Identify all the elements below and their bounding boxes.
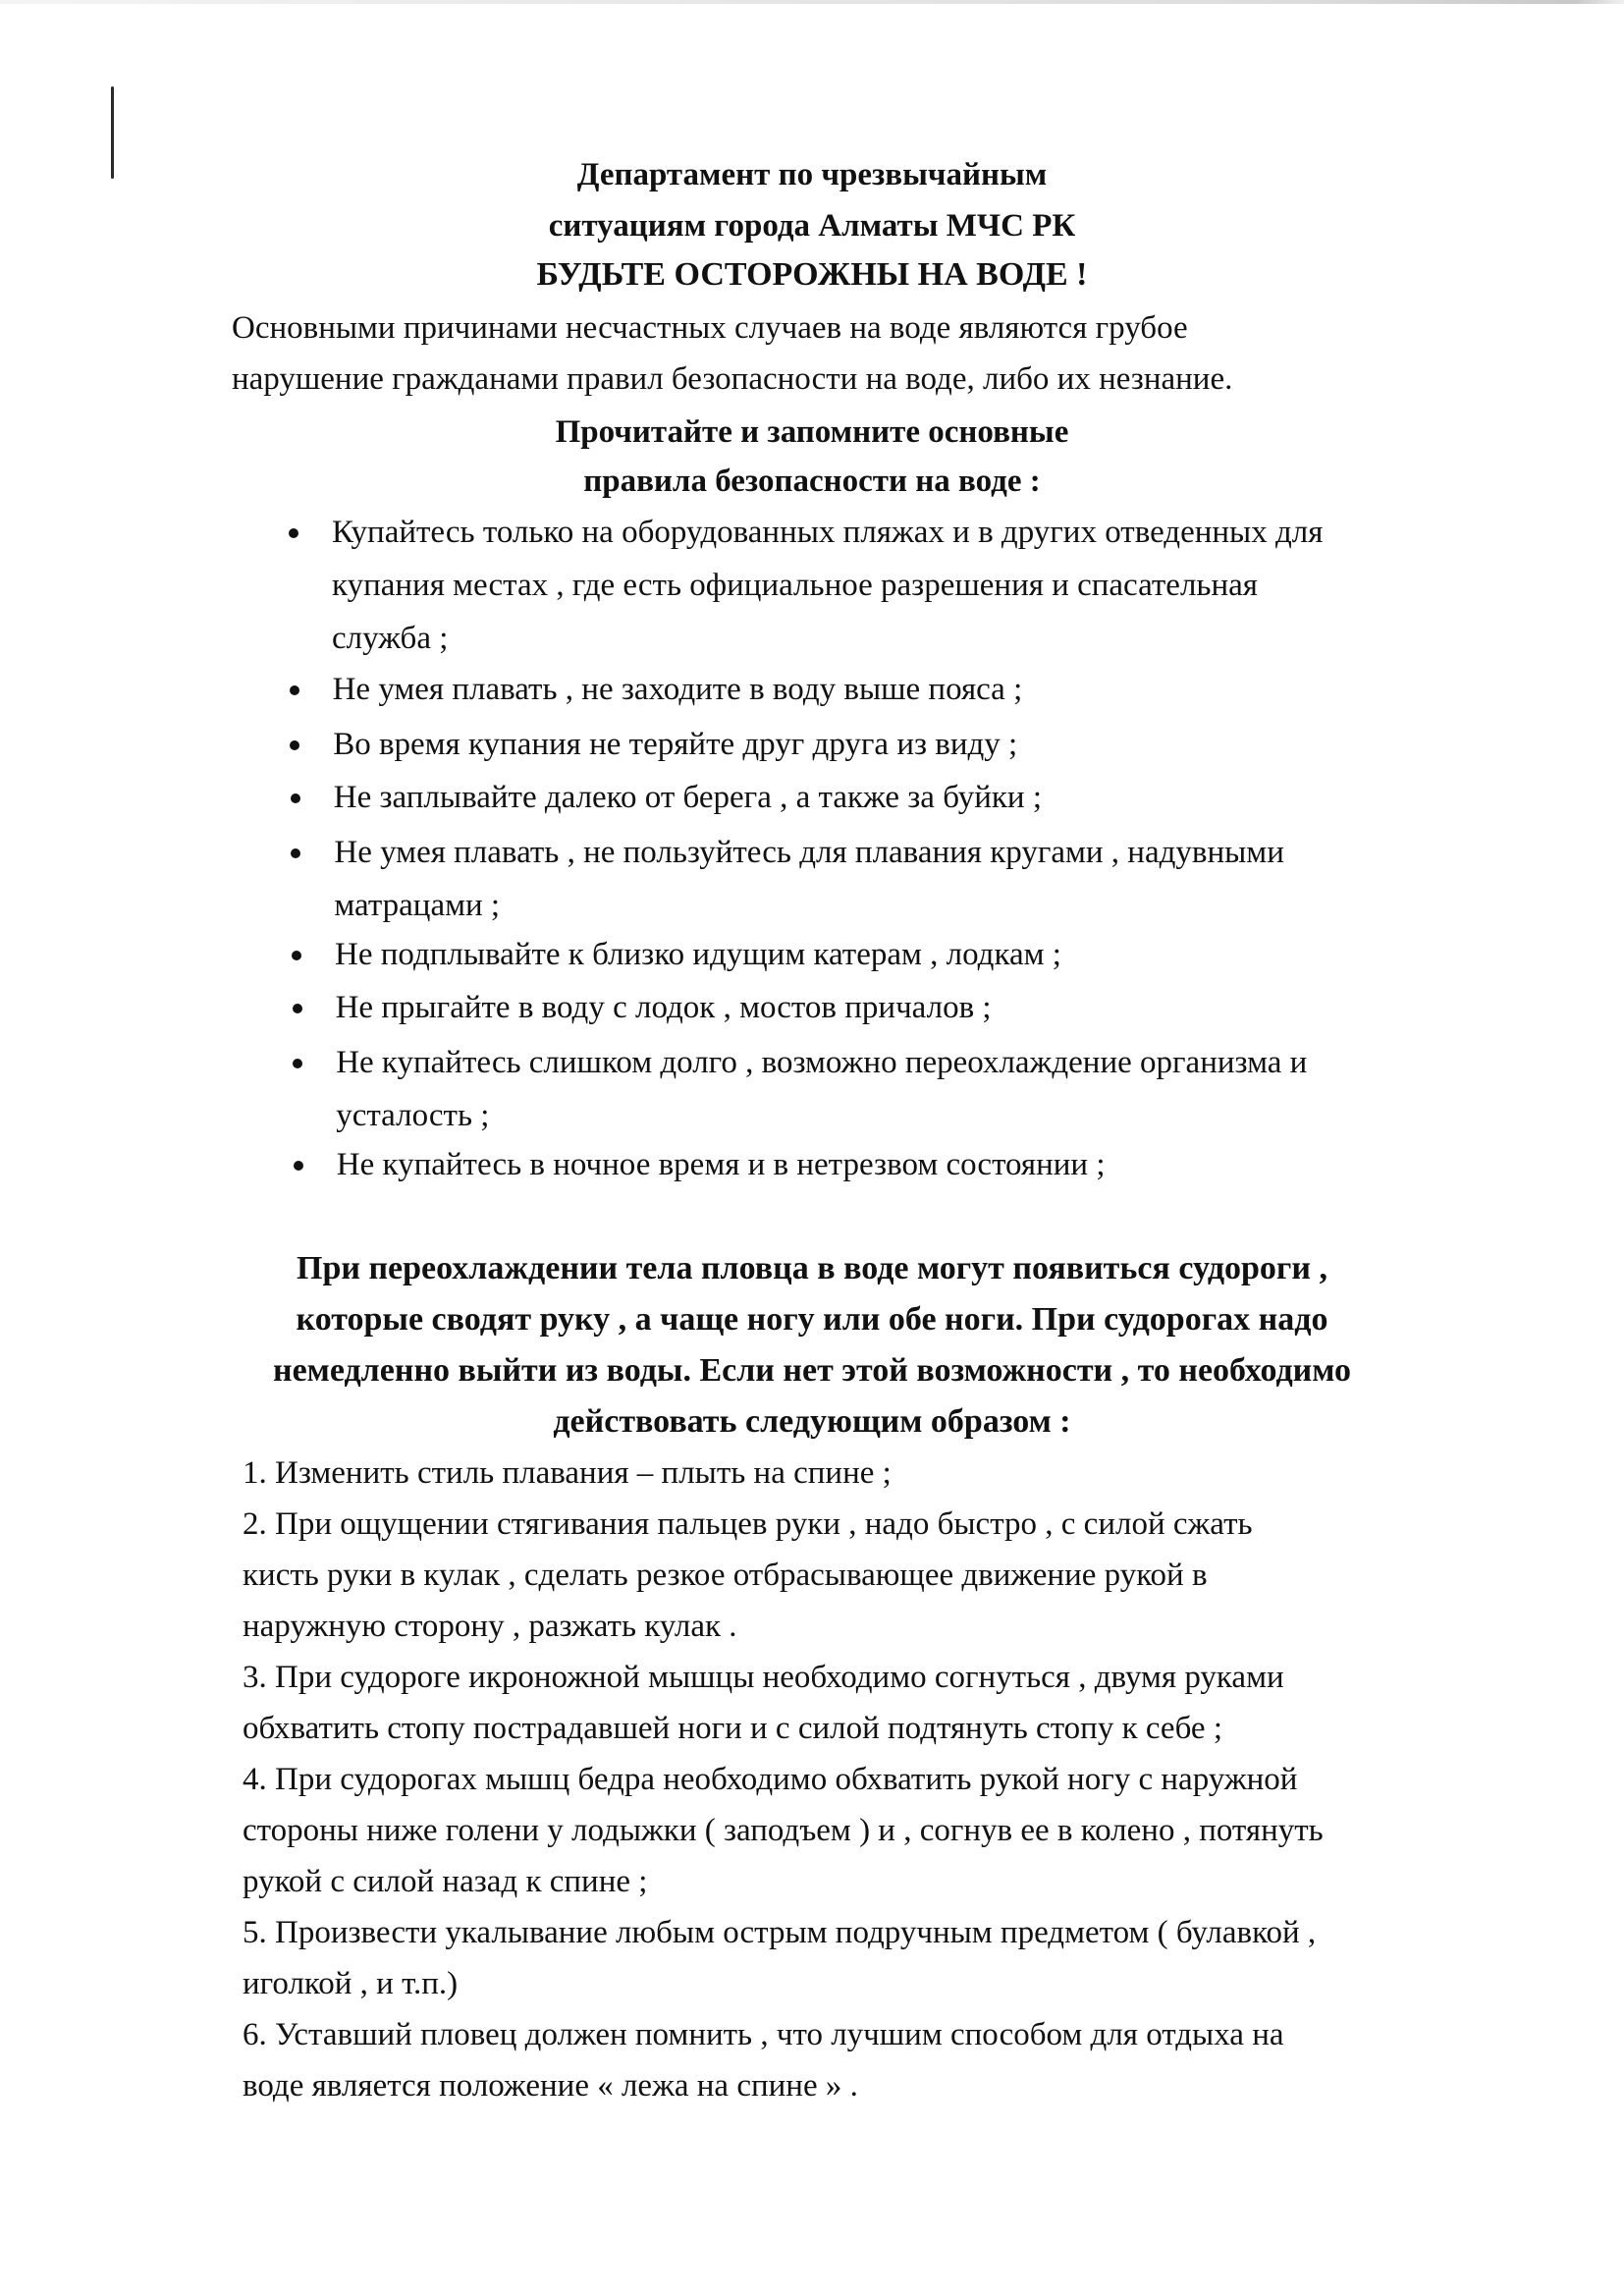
bullet-dot-icon — [293, 1004, 302, 1013]
rules-heading-line-1: Прочитайте и запомните основные — [555, 414, 1069, 450]
rules-list-item-line: купания местах , где есть официальное разрешения и спасательная — [332, 568, 1258, 603]
step-item-line: 2. При ощущении стягивания пальцев руки , надо быстро , с силой сжать — [243, 1506, 1253, 1542]
rules-list-item-line: усталость ; — [336, 1098, 490, 1133]
cramps-heading-line-3: немедленно выйти из воды. Если нет этой возможности , то необходимо — [273, 1352, 1351, 1389]
step-item-line: 3. При судороге икроножной мышцы необходимо согнуться , двумя руками — [243, 1660, 1284, 1695]
rules-list-item-line: Не умея плавать , не заходите в воду выше пояса ; — [332, 672, 1023, 707]
step-item-line: обхватить стопу пострадавшей ноги и с силой подтянуть стопу к себе ; — [243, 1711, 1222, 1746]
cramps-heading-line-1: При переохлаждении тела пловца в воде могут появиться судороги , — [297, 1250, 1327, 1286]
intro-line-2: нарушение гражданами правил безопасности на воде, либо их незнание. — [232, 361, 1233, 397]
step-item-line: 1. Изменить стиль плавания – плыть на спине ; — [243, 1455, 892, 1491]
cramps-heading-line-4: действовать следующим образом : — [553, 1403, 1071, 1440]
rules-list-item-line: Не прыгайте в воду с лодок , мостов причалов ; — [335, 990, 992, 1025]
step-item-line: 5. Произвести укалывание любым острым подручным предметом ( булавкой , — [243, 1915, 1317, 1950]
header-line-1: Департамент по чрезвычайным — [576, 157, 1048, 192]
bullet-dot-icon — [289, 528, 298, 538]
rules-list-item-line: Не купайтесь в ночное время и в нетрезвом состоянии ; — [336, 1147, 1106, 1182]
bullet-dot-icon — [291, 793, 300, 803]
bullet-dot-icon — [294, 1161, 303, 1171]
scan-top-edge — [0, 0, 1624, 4]
bullet-dot-icon — [290, 685, 299, 695]
rules-heading-line-2: правила безопасности на воде : — [583, 464, 1041, 499]
rules-list-item-line: Не подплывайте к близко идущим катерам , лодкам ; — [335, 937, 1061, 972]
step-item-line: воде является положение « лежа на спине » . — [243, 2068, 858, 2104]
bullet-dot-icon — [290, 740, 299, 750]
header-line-3: БУДЬТЕ ОСТОРОЖНЫ НА ВОДЕ ! — [536, 256, 1088, 293]
step-item-line: стороны ниже голени у лодыжки ( заподъем ) и , согнув ее в колено , потянуть — [243, 1813, 1324, 1848]
rules-list-item-line: Не купайтесь слишком долго , возможно переохлаждение организма и — [336, 1045, 1308, 1080]
step-item-line: иголкой , и т.п.) — [243, 1966, 459, 2001]
bullet-dot-icon — [291, 848, 300, 858]
step-item-line: кисть руки в кулак , сделать резкое отбрасывающее движение рукой в — [243, 1558, 1208, 1593]
step-item-line: рукой с силой назад к спине ; — [243, 1864, 648, 1899]
step-item-line: 6. Уставший пловец должен помнить , что лучшим способом для отдыха на — [243, 2017, 1284, 2052]
cramps-heading-line-2: которые сводят руку , а чаще ногу или обе ноги. При судорогах надо — [296, 1301, 1328, 1338]
rules-list-item-line: Купайтесь только на оборудованных пляжах и в других отведенных для — [332, 515, 1324, 550]
rules-list-item-line: Не умея плавать , не пользуйтесь для плавания кругами , надувными — [334, 835, 1284, 870]
rules-list-item-line: матрацами ; — [334, 888, 501, 923]
bullet-dot-icon — [293, 1059, 302, 1068]
intro-line-1: Основными причинами несчастных случаев на воде являются грубое — [232, 310, 1188, 346]
rules-list-item-line: Не заплывайте далеко от берега , а также за буйки ; — [333, 780, 1043, 815]
step-item-line: наружную сторону , разжать кулак . — [243, 1609, 737, 1644]
step-item-line: 4. При судорогах мышц бедра необходимо обхватить рукой ногу с наружной — [243, 1762, 1298, 1797]
bullet-dot-icon — [292, 951, 301, 960]
rules-list-item-line: служба ; — [332, 621, 449, 656]
header-line-2: ситуациям города Алматы МЧС РК — [548, 208, 1076, 244]
rules-list-item-line: Во время купания не теряйте друг друга из виду ; — [333, 727, 1018, 762]
